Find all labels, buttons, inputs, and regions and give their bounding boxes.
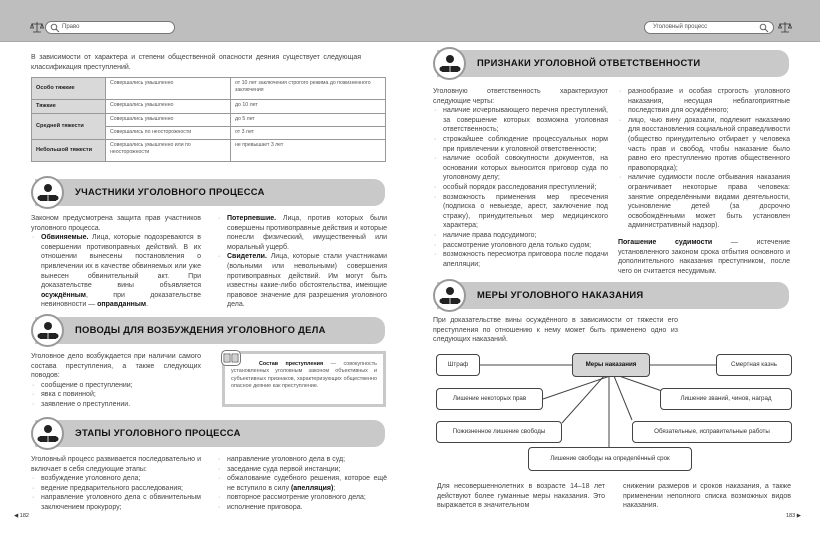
table-cell: Небольшой тяжести (32, 140, 106, 162)
list-item: · особый порядок расследования преступлений; (433, 183, 608, 193)
list-item: · явка с повинной; (31, 390, 201, 400)
term-text: Лица, против которых были совершены противоправные действия и которые понесли физический, имущественный или моральный ущерб. (227, 215, 387, 251)
term-text: — истечение установленного законом срока отбытия основного и дополнительного наказания преступником, после чего он считается несудимым. (618, 238, 791, 275)
term-text: Лица, которые стали участниками (вольными или невольными) совершения противоправных действий. Им могут быть известны какие-либо обстоятельства, имеющие правовое значение для разрешения уголовного дела. (227, 253, 387, 309)
page-number: 183 (786, 513, 796, 519)
diagram-node: Обязательные, исправительные работы (632, 421, 792, 443)
list-item: · наличие судимости после отбывания наказания ограничивает некоторые права человека: занятие определёнными видами деятельности, усыновление детей (за досрочно освобождёнными может быть установлен административный надзор). (618, 173, 790, 231)
arrow-left-icon[interactable]: ◀ (14, 513, 19, 519)
list-item: · рассмотрение уголовного дела только судом; (433, 241, 608, 251)
section-title: ПОВОДЫ ДЛЯ ВОЗБУЖДЕНИЯ УГОЛОВНОГО ДЕЛА (75, 324, 326, 335)
table-cell: Средней тяжести (32, 114, 106, 140)
list-item: · возбуждение уголовного дела; (31, 474, 201, 484)
term: осуждённым (41, 291, 86, 299)
list-item: · заседание суда первой инстанции; (217, 465, 387, 475)
list-item: · заявление о преступлении. (31, 400, 201, 410)
list-item: · Обвиняемые. Лица, которые подозреваются в совершении противоправных действий. В их отношении вынесены постановления о привлечении их в качестве обвиняемых или уже вынесен обвинительный акт. При доказательстве вины объявляется осуждённым, при доказательстве невиновности — оправданным. (31, 233, 201, 310)
term: Погашение судимости (618, 238, 713, 246)
table-cell: Совершались умышленно (106, 114, 231, 127)
table-cell: до 10 лет (231, 100, 386, 114)
definition-term: Состав преступления (259, 361, 324, 367)
table-cell: Совершались умышленно (106, 78, 231, 100)
table-cell: Совершались по неосторожности (106, 127, 231, 140)
list-item: · направление уголовного дела с обвинительным заключением прокурору; (31, 493, 201, 512)
arrow-right-icon[interactable]: ▶ (796, 513, 801, 519)
search-text-right: Уголовный процесс (653, 24, 708, 30)
table-cell: от 10 лет заключения строгого режима до пожизненного заключения (231, 78, 386, 100)
section-title: УЧАСТНИКИ УГОЛОВНОГО ПРОЦЕССА (75, 186, 265, 197)
stages-intro: Уголовный процесс развивается последовательно и включает в себя следующие этапы: (31, 456, 201, 473)
page-number: 182 (19, 513, 29, 519)
section-title: МЕРЫ УГОЛОВНОГО НАКАЗАНИЯ (477, 289, 644, 300)
grounds-intro: Уголовное дело возбуждается при наличии самого состава преступления, а также следующих поводов: (31, 353, 201, 380)
minors-text-left: Для несовершеннолетних в возрасте 14–18 лет действуют более гуманные меры наказания. Это выражается в значительном (437, 483, 605, 510)
page-number-right (786, 512, 801, 522)
list-item: · возможность применения мер пресечения (подписка о невыезде, арест, заключение под стражу), принудительных мер медицинского характера; (433, 193, 608, 231)
term: (апелляция) (290, 484, 334, 492)
participants-intro: Законом предусмотрена защита прав участников уголовного процесса. (31, 215, 201, 232)
punishments-intro: При доказательстве вины осуждённого в зависимости от тяжести его преступления по отношению к нему может быть применено одно из следующих наказаний. (433, 317, 678, 344)
list-item: · строжайшее соблюдение процессуальных норм при привлечении к уголовной ответственности; (433, 135, 608, 154)
table-cell: Тяжкие (32, 100, 106, 114)
term-text: , при доказательстве невиновности — (41, 291, 201, 309)
table-cell: от 3 лет (231, 127, 386, 140)
diagram-node: Лишение званий, чинов, наград (660, 388, 792, 410)
features-intro: Уголовную ответственность характеризуют следующие черты: (433, 88, 608, 105)
table-cell: Особо тяжкие (32, 78, 106, 100)
classification-intro: В зависимости от характера и степени общественной опасности деяния существует следующая классификация преступлений. (31, 54, 361, 71)
diagram-center-node: Меры наказания (572, 353, 650, 377)
diagram-node: Смертная казнь (716, 354, 792, 376)
minors-text-right: снижении размеров и сроков наказания, а также применении неполного списка возможных видов наказания. (623, 483, 791, 510)
table-cell: не превышает 3 лет (231, 140, 386, 162)
list-item: · направление уголовного дела в суд; (217, 455, 387, 465)
list-item: · повторное рассмотрение уголовного дела; (217, 493, 387, 503)
list-item: · ведение предварительного расследования; (31, 484, 201, 494)
list-item: · возможность пересмотра приговора после подачи апелляции; (433, 250, 608, 269)
section-title: ПРИЗНАКИ УГОЛОВНОЙ ОТВЕТСТВЕННОСТИ (477, 57, 701, 68)
list-item: · наличие особой совокупности документов, на основании которых выносится приговор суда по уголовному делу; (433, 154, 608, 183)
section-title: ЭТАПЫ УГОЛОВНОГО ПРОЦЕССА (75, 427, 241, 438)
search-text-left: Право (62, 24, 80, 30)
list-item: · сообщение о преступлении; (31, 381, 201, 391)
list-item: · наличие исчерпывающего перечня преступлений, за совершение которых возможна уголовная ответственность; (433, 106, 608, 135)
table-cell: Совершались умышленно или по неосторожности (106, 140, 231, 162)
term: Обвиняемые. (41, 234, 89, 242)
diagram-node: Лишение некоторых прав (436, 388, 543, 410)
diagram-node: Штраф (436, 354, 480, 376)
diagram-node: Пожизненное лишение свободы (436, 421, 562, 443)
definition-text: — совокупность установленных уголовным законом объективных и субъективных признаков, характеризующих общественно опасное деяние как преступление. (231, 361, 377, 390)
item-text: обжалование судебного решения, которое ещё не вступило в силу (227, 475, 387, 492)
term-text: Лица, которые подозреваются в совершении противоправных действий. В их отношении вынесены постановления о привлечении их в качестве обвиняемых или уже вынесен обвинительный акт. При доказательстве вины объявляется (41, 234, 201, 290)
diagram-node: Лишение свободы на определённый срок (528, 447, 692, 471)
list-item: · обжалование судебного решения, которое ещё не вступило в силу (апелляция); (217, 474, 387, 493)
term: Потерпевшие. (227, 215, 277, 222)
list-item: · исполнение приговора. (217, 503, 387, 513)
list-item: · наличие права подсудимого; (433, 231, 608, 241)
table-cell: до 5 лет (231, 114, 386, 127)
table-cell: Совершались умышленно (106, 100, 231, 114)
term: Свидетели. (227, 253, 267, 261)
list-item: · лицо, чью вину доказали, подлежит наказанию для восстановления социальной справедливости (общество принудительно отбирает у человека часть прав и свобод, чтобы наказание было равно его преступлению против общественного правопорядка); (618, 116, 790, 174)
term: оправданным (97, 301, 147, 309)
list-item: · разнообразие и особая строгость уголовного наказания, несущая неблагоприятные последствия для осуждённого; (618, 87, 790, 116)
